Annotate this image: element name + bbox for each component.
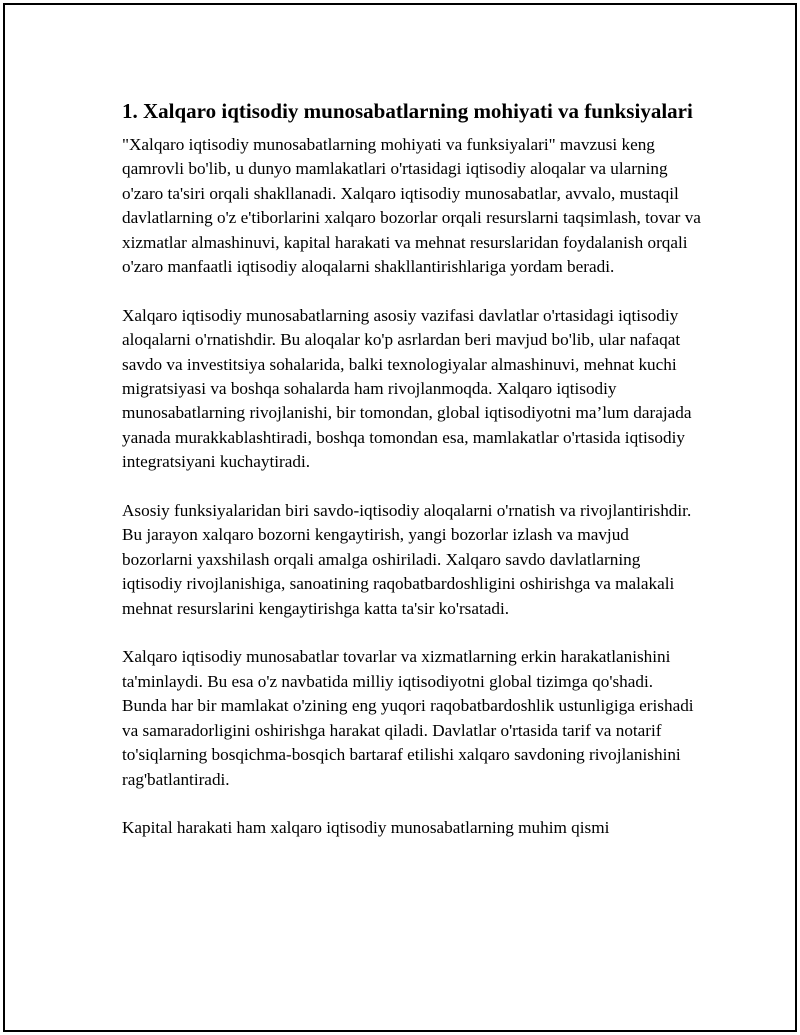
section-heading: 1. Xalqaro iqtisodiy munosabatlarning mohiyati va funksiyalari [122,99,693,123]
paragraph-2: Xalqaro iqtisodiy munosabatlarning asosiy vazifasi davlatlar o'rtasidagi iqtisodiy aloqalarni o'rnatishdir. Bu aloqalar ko'p asrlardan beri mavjud bo'lib, ular nafaqat savdo va investitsiya sohalarida, balki texnologiyalar almashinuvi, mehnat kuchi migratsiyasi va boshqa sohalarda ham rivojlanmoqda. Xalqaro iqtisodiy munosabatlarning rivojlanishi, bir tomondan, global iqtisodiyotni ma’lum darajada yanada murakkablashtiradi, boshqa tomondan esa, mamlakatlar o'rtasida iqtisodiy integratsiyani kuchaytiradi. [122,305,692,472]
page-frame [3,3,797,1032]
paragraph-5: Kapital harakati ham xalqaro iqtisodiy munosabatlarning muhim qismi [122,818,610,838]
paragraph-1: "Xalqaro iqtisodiy munosabatlarning mohiyati va funksiyalari" mavzusi keng qamrovli bo'lib, u dunyo mamlakatlari o'rtasidagi iqtisodiy aloqalar va ularning o'zaro ta'siri orqali shakllanadi. Xalqaro iqtisodiy munosabatlar, avvalo, mustaqil davlatlarning o'z e'tiborlarini xalqaro bozorlar orqali resurslarni taqsimlash, tovar va xizmatlar almashinuvi, kapital harakati va mehnat resurslaridan foydalanish orqali o'zaro manfaatli iqtisodiy aloqalarni shakllantirishlariga yordam beradi. [122,135,701,277]
paragraph-3: Asosiy funksiyalaridan biri savdo-iqtisodiy aloqalarni o'rnatish va rivojlantirishdir. Bu jarayon xalqaro bozorni kengaytirish, yangi bozorlar izlash va mavjud bozorlarni yaxshilash orqali amalga oshiriladi. Xalqaro savdo davlatlarning iqtisodiy rivojlanishiga, sanoatining raqobatbardoshligini oshirishga va malakali mehnat resurslarini kengaytirishga katta ta'sir ko'rsatadi. [122,501,692,618]
paragraph-4: Xalqaro iqtisodiy munosabatlar tovarlar va xizmatlarning erkin harakatlanishini ta'minlaydi. Bu esa o'z navbatida milliy iqtisodiyotni global tizimga qo'shadi. Bunda har bir mamlakat o'zining eng yuqori raqobatbardoshlik ustunligiga erishadi va samaradorligini oshirishga harakat qiladi. Davlatlar o'rtasida tarif va notarif to'siqlarning bosqichma-bosqich bartaraf etilishi xalqaro savdoning rivojlanishini rag'batlantiradi. [122,647,694,789]
document-body [122,97,702,865]
